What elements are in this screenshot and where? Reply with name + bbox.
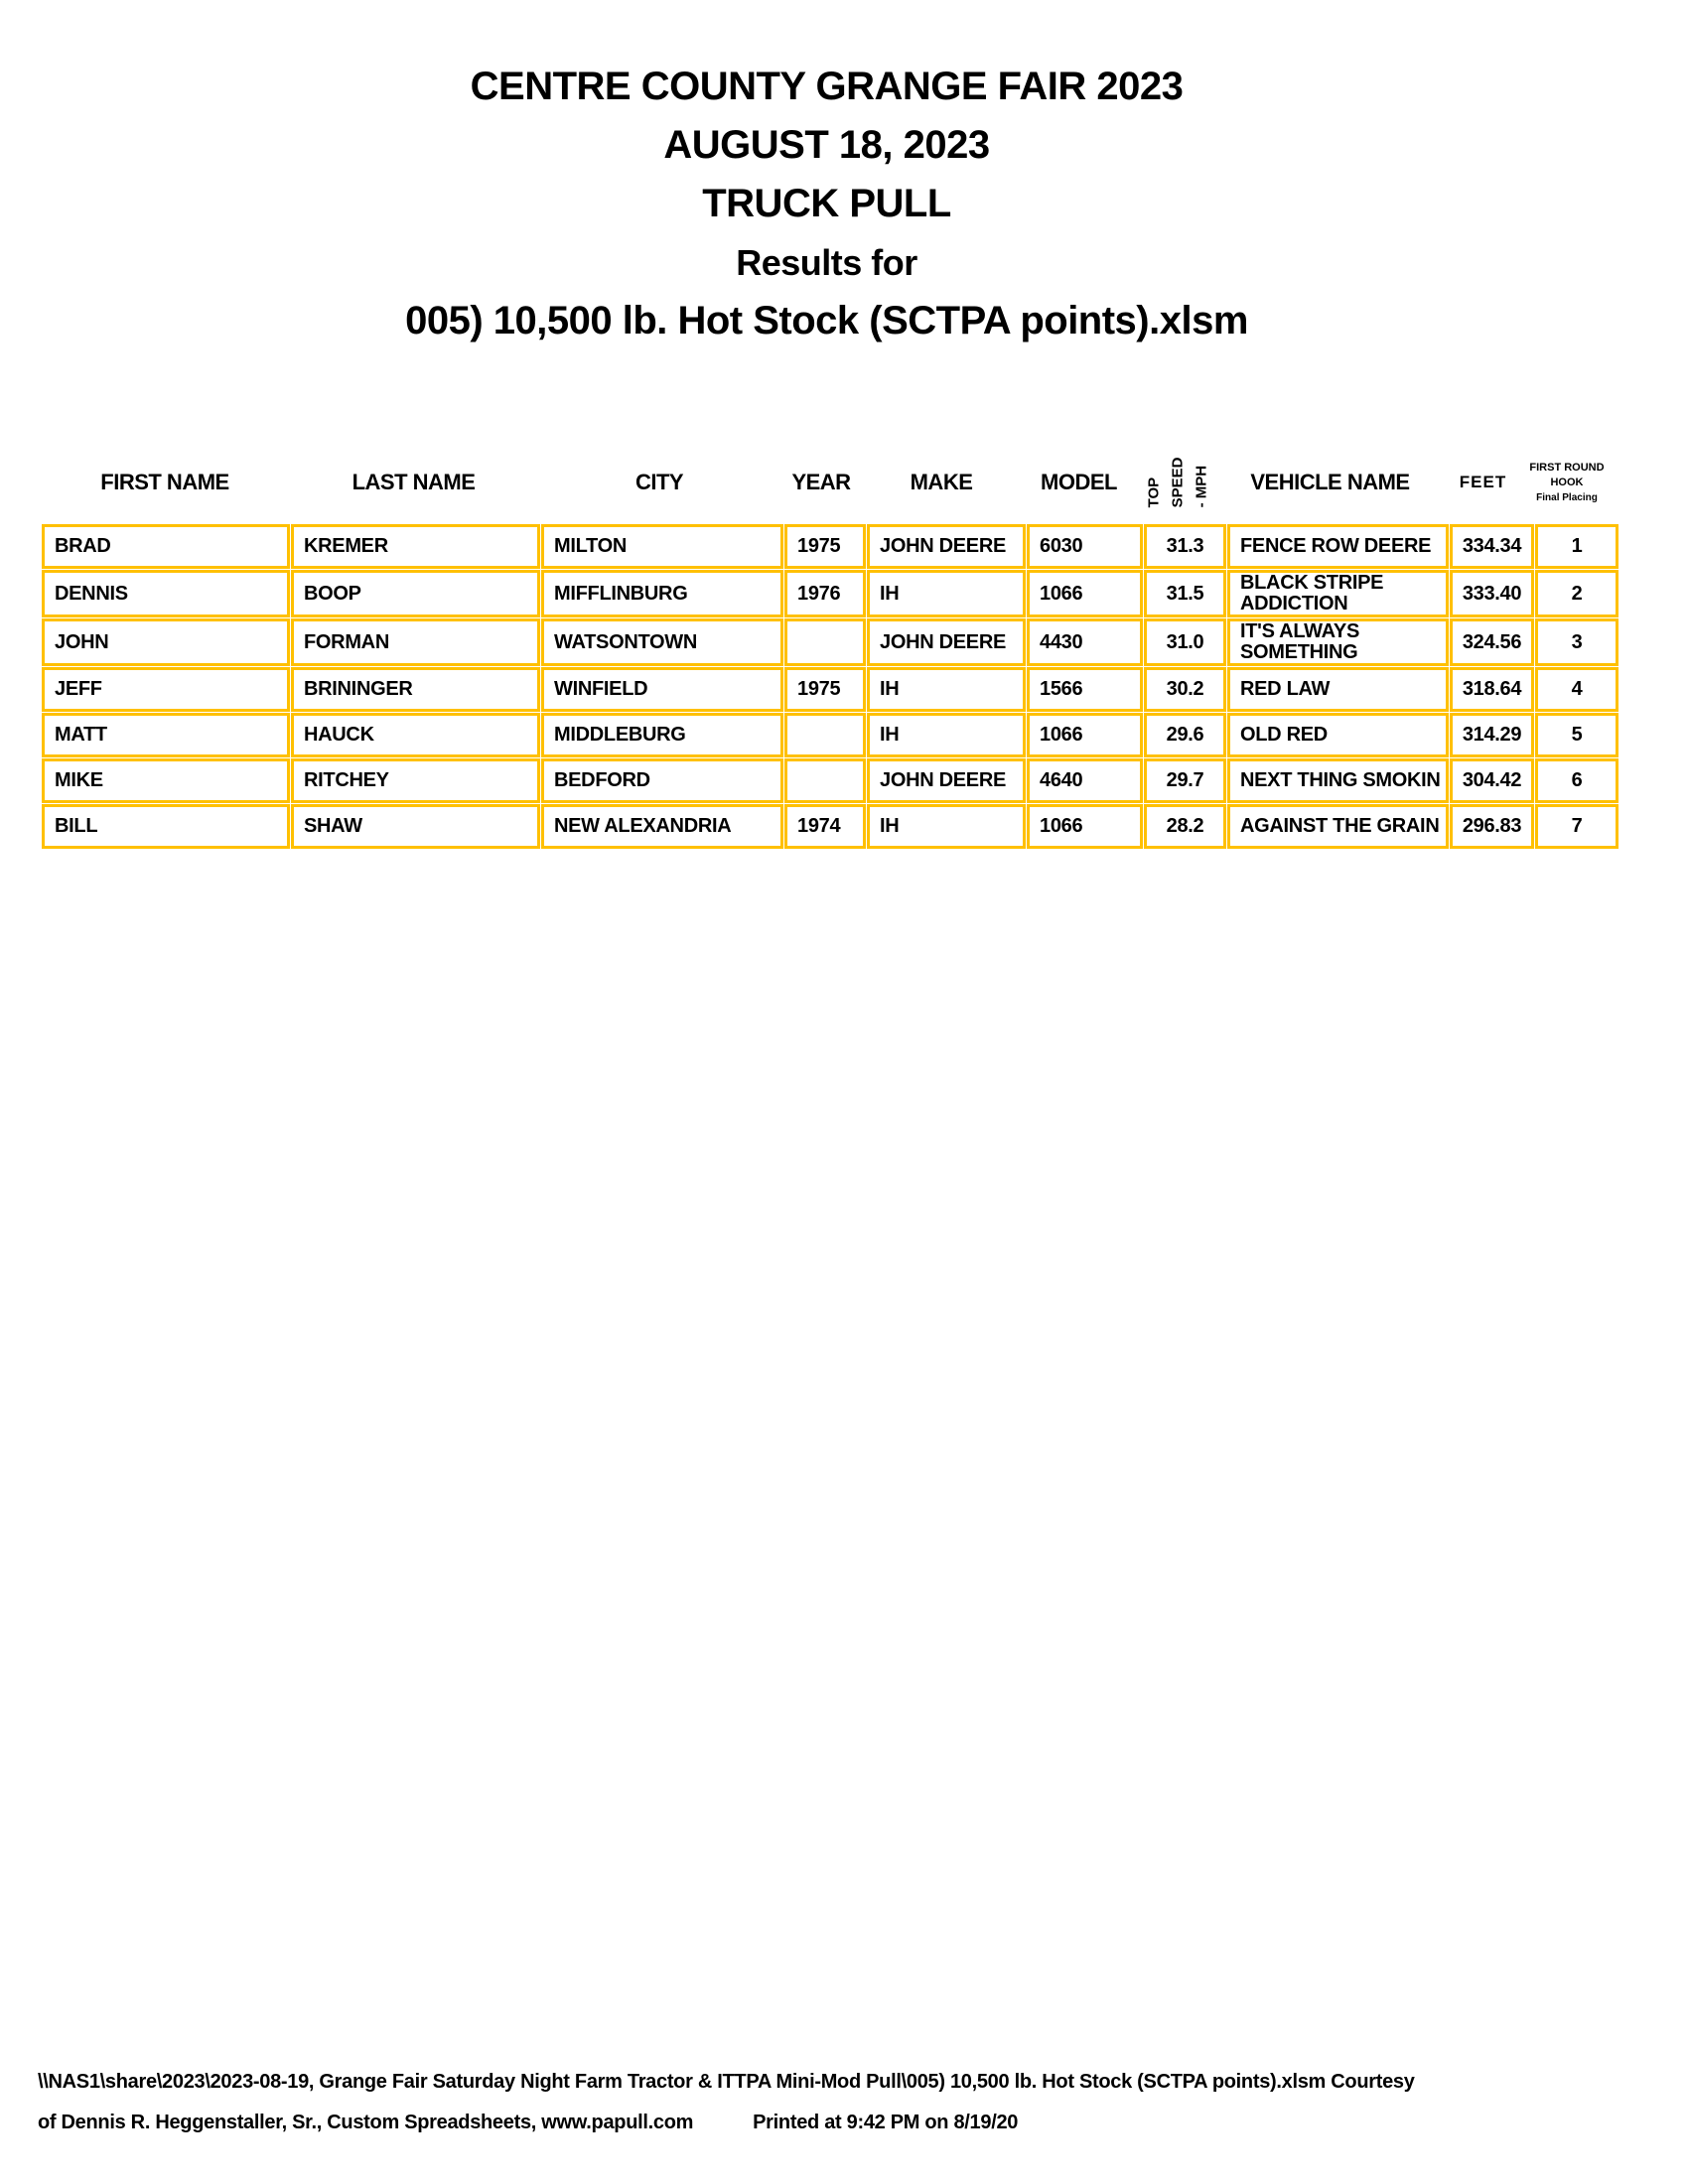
column-header-top-speed bbox=[1137, 439, 1219, 526]
cell-vehicle-name: BLACK STRIPE ADDICTION bbox=[1227, 570, 1449, 617]
cell-city: MILTON bbox=[541, 524, 783, 569]
cell-last-name: BOOP bbox=[291, 570, 540, 617]
cell-feet: 324.56 bbox=[1450, 618, 1534, 666]
cell-vehicle-name: FENCE ROW DEERE bbox=[1227, 524, 1449, 569]
cell-vehicle-name: OLD RED bbox=[1227, 713, 1449, 757]
column-header-vehicle-name: VEHICLE NAME bbox=[1250, 470, 1410, 494]
table-row bbox=[42, 758, 1618, 803]
cell-final-placing: 2 bbox=[1535, 570, 1618, 617]
cell-city: BEDFORD bbox=[541, 758, 783, 803]
cell-final-placing: 4 bbox=[1535, 667, 1618, 712]
cell-year: 1975 bbox=[784, 524, 866, 569]
cell-model: 6030 bbox=[1027, 524, 1143, 569]
cell-model: 1566 bbox=[1027, 667, 1143, 712]
cell-top-speed: 31.5 bbox=[1144, 570, 1226, 617]
cell-top-speed: 30.2 bbox=[1144, 667, 1226, 712]
cell-last-name: RITCHEY bbox=[291, 758, 540, 803]
cell-feet: 318.64 bbox=[1450, 667, 1534, 712]
cell-year bbox=[784, 713, 866, 757]
cell-vehicle-name: AGAINST THE GRAIN bbox=[1227, 804, 1449, 849]
cell-first-name: MIKE bbox=[42, 758, 290, 803]
cell-final-placing: 3 bbox=[1535, 618, 1618, 666]
footer-courtesy-text: of Dennis R. Heggenstaller, Sr., Custom Spreadsheets, www.papull.com bbox=[38, 2112, 694, 2133]
cell-final-placing: 7 bbox=[1535, 804, 1618, 849]
table-row bbox=[42, 804, 1618, 849]
table-row bbox=[42, 524, 1618, 569]
cell-city: WATSONTOWN bbox=[541, 618, 783, 666]
cell-first-name: MATT bbox=[42, 713, 290, 757]
cell-vehicle-name: RED LAW bbox=[1227, 667, 1449, 712]
table-row bbox=[42, 713, 1618, 757]
cell-make: JOHN DEERE bbox=[867, 758, 1026, 803]
cell-year: 1975 bbox=[784, 667, 866, 712]
top-speed-line-1: TOP bbox=[1145, 477, 1163, 508]
hook-header-line-2: HOOK bbox=[1550, 476, 1584, 488]
cell-model: 1066 bbox=[1027, 713, 1143, 757]
cell-final-placing: 1 bbox=[1535, 524, 1618, 569]
cell-make: JOHN DEERE bbox=[867, 524, 1026, 569]
cell-make: IH bbox=[867, 804, 1026, 849]
hook-header-line-3: Final Placing bbox=[1536, 491, 1598, 503]
page-footer bbox=[38, 2071, 1666, 2134]
cell-feet: 314.29 bbox=[1450, 713, 1534, 757]
results-grid bbox=[41, 523, 1619, 850]
page-title-category: TRUCK PULL bbox=[702, 182, 951, 225]
cell-make: IH bbox=[867, 667, 1026, 712]
cell-last-name: KREMER bbox=[291, 524, 540, 569]
top-speed-line-3: - MPH bbox=[1193, 465, 1210, 508]
column-header-last-name: LAST NAME bbox=[352, 470, 476, 494]
top-speed-rotated-label bbox=[1142, 458, 1213, 508]
table-row bbox=[42, 570, 1618, 617]
column-header-year: YEAR bbox=[791, 470, 851, 494]
cell-feet: 296.83 bbox=[1450, 804, 1534, 849]
cell-feet: 334.34 bbox=[1450, 524, 1534, 569]
cell-top-speed: 31.3 bbox=[1144, 524, 1226, 569]
cell-last-name: SHAW bbox=[291, 804, 540, 849]
cell-first-name: JEFF bbox=[42, 667, 290, 712]
cell-first-name: BILL bbox=[42, 804, 290, 849]
column-header-make: MAKE bbox=[910, 470, 973, 494]
cell-first-name: JOHN bbox=[42, 618, 290, 666]
column-header-model: MODEL bbox=[1041, 470, 1117, 494]
cell-year: 1976 bbox=[784, 570, 866, 617]
cell-model: 1066 bbox=[1027, 570, 1143, 617]
cell-feet: 333.40 bbox=[1450, 570, 1534, 617]
cell-last-name: BRININGER bbox=[291, 667, 540, 712]
hook-header-line-1: FIRST ROUND bbox=[1529, 461, 1605, 474]
footer-file-path: \\NAS1\share\2023\2023-08-19, Grange Fair Saturday Night Farm Tractor & ITTPA Mini-Mod Pull\005) 10,500 lb. Hot Stock (SCTPA points).xlsm Courtesy bbox=[38, 2071, 1415, 2093]
cell-year bbox=[784, 618, 866, 666]
cell-final-placing: 6 bbox=[1535, 758, 1618, 803]
table-row bbox=[42, 667, 1618, 712]
page-title-filename: 005) 10,500 lb. Hot Stock (SCTPA points).xlsm bbox=[405, 299, 1248, 342]
cell-last-name: FORMAN bbox=[291, 618, 540, 666]
column-header-first-round-hook bbox=[1525, 439, 1609, 526]
cell-first-name: BRAD bbox=[42, 524, 290, 569]
column-header-city: CITY bbox=[634, 470, 684, 494]
cell-city: NEW ALEXANDRIA bbox=[541, 804, 783, 849]
cell-top-speed: 28.2 bbox=[1144, 804, 1226, 849]
hook-header-lines bbox=[1529, 461, 1604, 505]
cell-vehicle-name: IT'S ALWAYS SOMETHING bbox=[1227, 618, 1449, 666]
top-speed-line-2: SPEED bbox=[1169, 457, 1187, 508]
footer-printed-timestamp: Printed at 9:42 PM on 8/19/20 bbox=[753, 2112, 1019, 2133]
cell-first-name: DENNIS bbox=[42, 570, 290, 617]
results-table bbox=[41, 523, 1619, 850]
table-header-row bbox=[41, 439, 1609, 526]
footer-credit-line bbox=[38, 2112, 1666, 2134]
cell-vehicle-name: NEXT THING SMOKIN bbox=[1227, 758, 1449, 803]
column-header-first-name: FIRST NAME bbox=[100, 470, 229, 494]
cell-year: 1974 bbox=[784, 804, 866, 849]
page-title-date: AUGUST 18, 2023 bbox=[663, 123, 990, 167]
cell-model: 4640 bbox=[1027, 758, 1143, 803]
cell-top-speed: 29.7 bbox=[1144, 758, 1226, 803]
cell-top-speed: 29.6 bbox=[1144, 713, 1226, 757]
cell-make: JOHN DEERE bbox=[867, 618, 1026, 666]
results-table-body bbox=[42, 524, 1618, 849]
cell-model: 4430 bbox=[1027, 618, 1143, 666]
cell-last-name: HAUCK bbox=[291, 713, 540, 757]
cell-model: 1066 bbox=[1027, 804, 1143, 849]
page-title-results-for: Results for bbox=[736, 242, 917, 283]
table-row bbox=[42, 618, 1618, 666]
cell-year bbox=[784, 758, 866, 803]
cell-city: MIDDLEBURG bbox=[541, 713, 783, 757]
cell-make: IH bbox=[867, 713, 1026, 757]
cell-top-speed: 31.0 bbox=[1144, 618, 1226, 666]
cell-make: IH bbox=[867, 570, 1026, 617]
cell-final-placing: 5 bbox=[1535, 713, 1618, 757]
title-block bbox=[41, 58, 1613, 350]
cell-city: MIFFLINBURG bbox=[541, 570, 783, 617]
page-title-event: CENTRE COUNTY GRANGE FAIR 2023 bbox=[470, 65, 1184, 108]
cell-feet: 304.42 bbox=[1450, 758, 1534, 803]
column-header-feet: FEET bbox=[1459, 473, 1507, 491]
cell-city: WINFIELD bbox=[541, 667, 783, 712]
